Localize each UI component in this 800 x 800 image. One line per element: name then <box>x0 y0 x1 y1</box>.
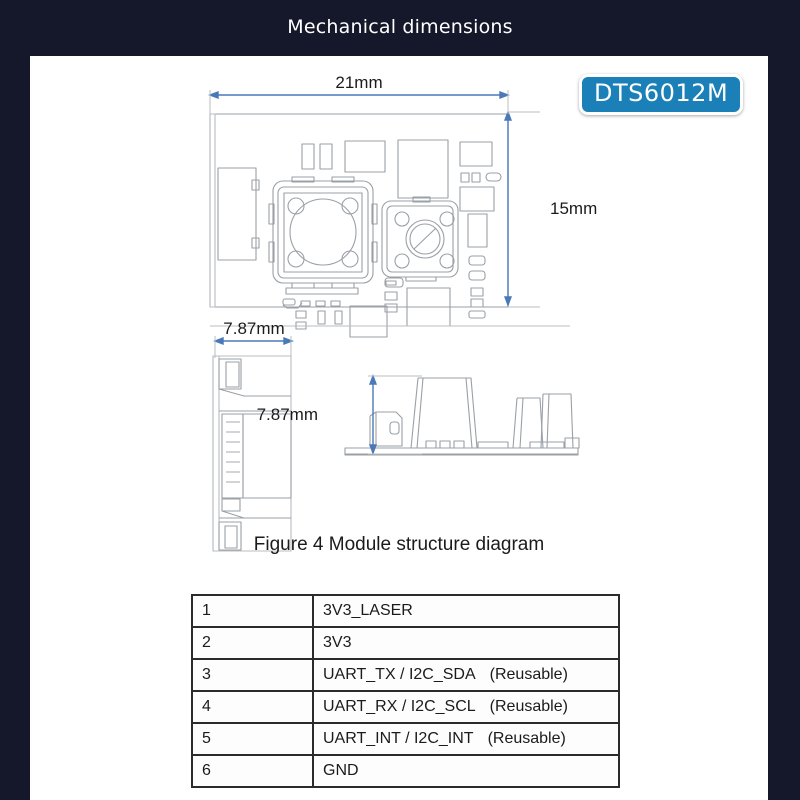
pin-signal-label: 3V3_LASER <box>323 602 413 619</box>
pin-signal-label: UART_TX / I2C_SDA <box>323 666 476 683</box>
table-row <box>192 627 619 659</box>
pin-note <box>359 762 373 779</box>
module-structure-drawing <box>30 56 768 556</box>
pin-signal-label: UART_RX / I2C_SCL <box>323 698 476 715</box>
pin-signal <box>313 595 619 627</box>
dimension-label-side-height: 7.87mm <box>256 405 318 424</box>
table-row <box>192 691 619 723</box>
page-title: Mechanical dimensions <box>287 16 513 38</box>
pin-signal <box>313 723 619 755</box>
dimension-label-top-height: 15mm <box>550 199 598 218</box>
pin-note: (Reusable) <box>489 666 568 683</box>
pin-number: 3 <box>192 659 313 691</box>
pin-number: 5 <box>192 723 313 755</box>
pin-number: 2 <box>192 627 313 659</box>
pin-signal-label: GND <box>323 762 359 779</box>
pin-signal <box>313 691 619 723</box>
pin-number: 1 <box>192 595 313 627</box>
pin-signal-label: 3V3 <box>323 634 352 651</box>
part-number-badge: DTS6012M <box>579 74 743 115</box>
pin-note: (Reusable) <box>487 730 566 747</box>
figure-caption: Figure 4 Module structure diagram <box>253 534 545 555</box>
table-row <box>192 659 619 691</box>
pin-signal <box>313 659 619 691</box>
pin-signal-label: UART_INT / I2C_INT <box>323 730 474 747</box>
pin-assignment-table <box>191 594 620 788</box>
pin-number: 4 <box>192 691 313 723</box>
datasheet-sheet <box>30 56 768 800</box>
table-row <box>192 595 619 627</box>
pin-signal <box>313 627 619 659</box>
dimension-label-side-width: 7.87mm <box>223 319 285 338</box>
table-row <box>192 755 619 787</box>
pin-signal <box>313 755 619 787</box>
pin-note <box>413 602 427 619</box>
pin-note: (Reusable) <box>489 698 568 715</box>
table-row <box>192 723 619 755</box>
dimension-label-top-width: 21mm <box>335 73 383 92</box>
pin-note <box>351 634 365 651</box>
pin-number: 6 <box>192 755 313 787</box>
